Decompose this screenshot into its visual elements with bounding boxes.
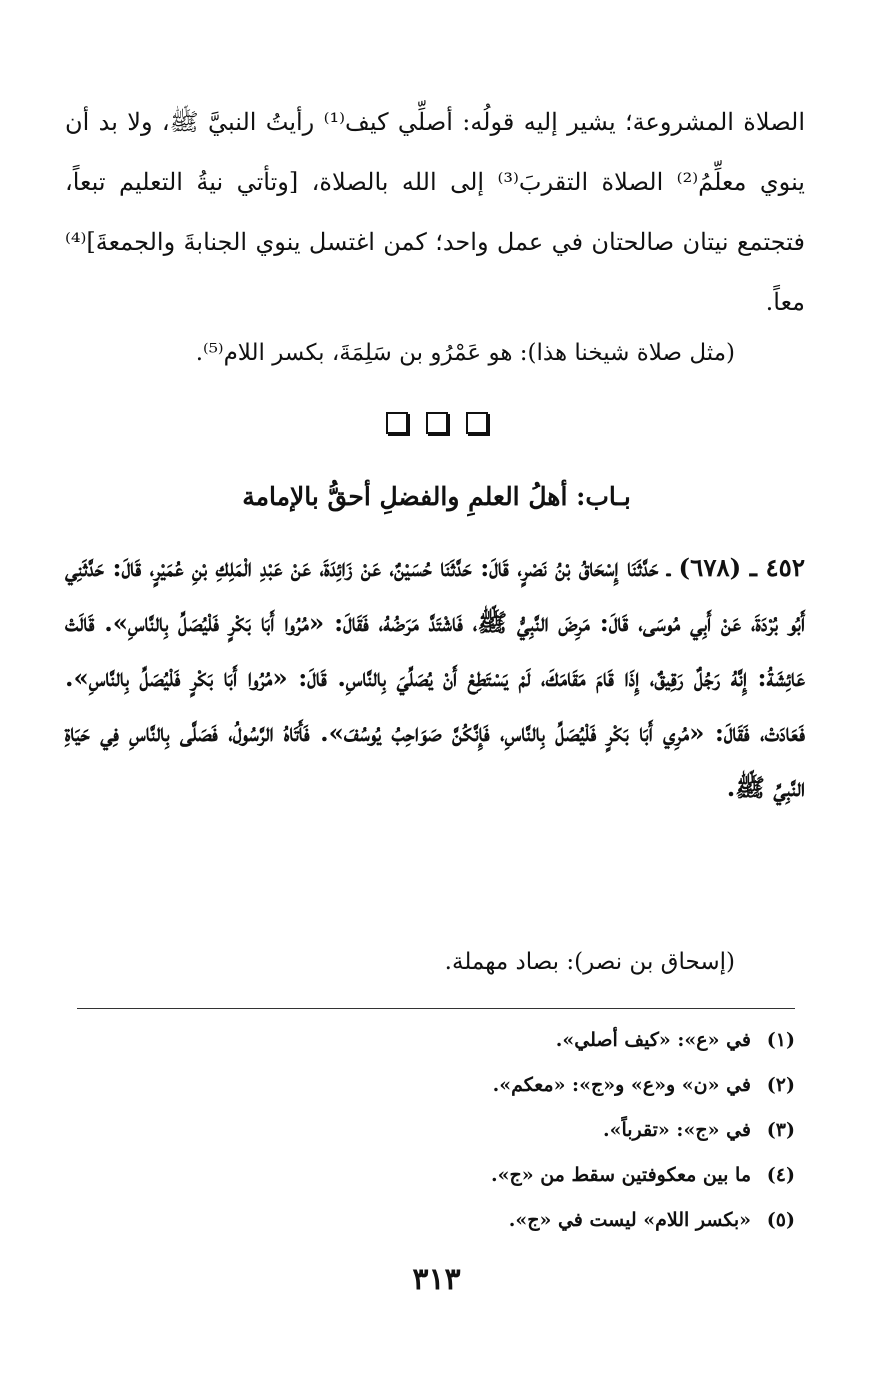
footnote-number: (١) <box>766 1029 795 1051</box>
hadith-text: ٤٥٢ ـ (٦٧٨) ـ حَدَّثَنَا إِسْحَاقُ بْنُ نَصْرٍ، قَالَ: حَدَّثَنَا حُسَيْنٌ، عَنْ زَائِدَةَ، عَنْ عَبْدِ الْمَلِكِ بْنِ عُمَيْرٍ، قَالَ: حَدَّثَنِي أَبُو بُرْدَةَ، عَنْ أَبِي مُوسَى، قَالَ: مَرِضَ النَّبِيُّ ﷺ، فَاشْتَدَّ مَرَضُهُ، فَقَالَ: «مُرُوا أَبَا بَكْرٍ فَلْيُصَلِّ بِالنَّاسِ». قَالَتْ عَائِشَةُ: إِنَّهُ رَجُلٌ رَقِيقٌ، إِذَا قَامَ مَقَامَكَ، لَمْ يَسْتَطِعْ أَنْ يُصَلِّيَ بِالنَّاسِ. قَالَ: «مُرُوا أَبَا بَكْرٍ فَلْيُصَلِّ بِالنَّاسِ». فَعَادَتْ، فَقَالَ: «مُرِي أَبَا بَكْرٍ فَلْيُصَلِّ بِالنَّاسِ، فَإِنَّكُنَّ صَوَاحِبُ يُوسُفَ». فَأَتَاهُ الرَّسُولُ، فَصَلَّى بِالنَّاسِ فِي حَيَاةِ النَّبِيِّ ﷺ. <box>65 553 805 802</box>
divider-square-icon <box>426 412 448 434</box>
footnote-item <box>77 1067 795 1103</box>
footnote-item <box>77 1112 795 1148</box>
example-note: (مثل صلاة شيخنا هذا): هو عَمْرُو بن سَلِمَةَ، بكسر اللام⁽⁵⁾. <box>195 340 735 366</box>
footnote-number: (٢) <box>766 1074 795 1096</box>
chapter-title: : أهلُ العلمِ والفضلِ أحقُّ بالإمامة <box>242 482 586 511</box>
footnote-item <box>77 1157 795 1193</box>
chapter-heading <box>0 472 873 522</box>
section-divider <box>0 412 873 434</box>
hadith-note: (إسحاق بن نصر): بصاد مهملة. <box>444 949 735 975</box>
footnote-text: في «ج»: «تقرباً». <box>602 1119 751 1141</box>
footnote-item <box>77 1022 795 1058</box>
footnote-separator <box>77 1008 795 1009</box>
footnote-text: ما بين معكوفتين سقط من «ج». <box>490 1164 751 1186</box>
footnote-number: (٤) <box>766 1164 795 1186</box>
chapter-label: بـاب <box>585 482 631 511</box>
page-number: ٣١٣ <box>412 1262 461 1297</box>
footnote-text: في «ن» و«ع» و«ج»: «معكم». <box>492 1074 751 1096</box>
intro-paragraph: الصلاة المشروعة؛ يشير إليه قولُه: أصلِّي كيف⁽¹⁾ رأيتُ النبيَّ ﷺ، ولا بد أن ينوي معلِّمُ⁽²⁾ الصلاة التقربَ⁽³⁾ إلى الله بالصلاة، [وتأتي نيةُ التعليم تبعاً، فتجتمع نيتان صالحتان في عمل واحد؛ كمن اغتسل ينوي الجنابةَ والجمعةَ]⁽⁴⁾ معاً. <box>65 108 805 316</box>
divider-square-icon <box>466 412 488 434</box>
footnotes-list <box>77 1022 795 1247</box>
footnote-text: «بكسر اللام» ليست في «ج». <box>508 1209 751 1231</box>
footnote-item <box>77 1202 795 1238</box>
footnote-number: (٥) <box>766 1209 795 1231</box>
divider-square-icon <box>386 412 408 434</box>
footnote-number: (٣) <box>766 1119 795 1141</box>
footnote-text: في «ع»: «كيف أصلي». <box>555 1029 751 1051</box>
